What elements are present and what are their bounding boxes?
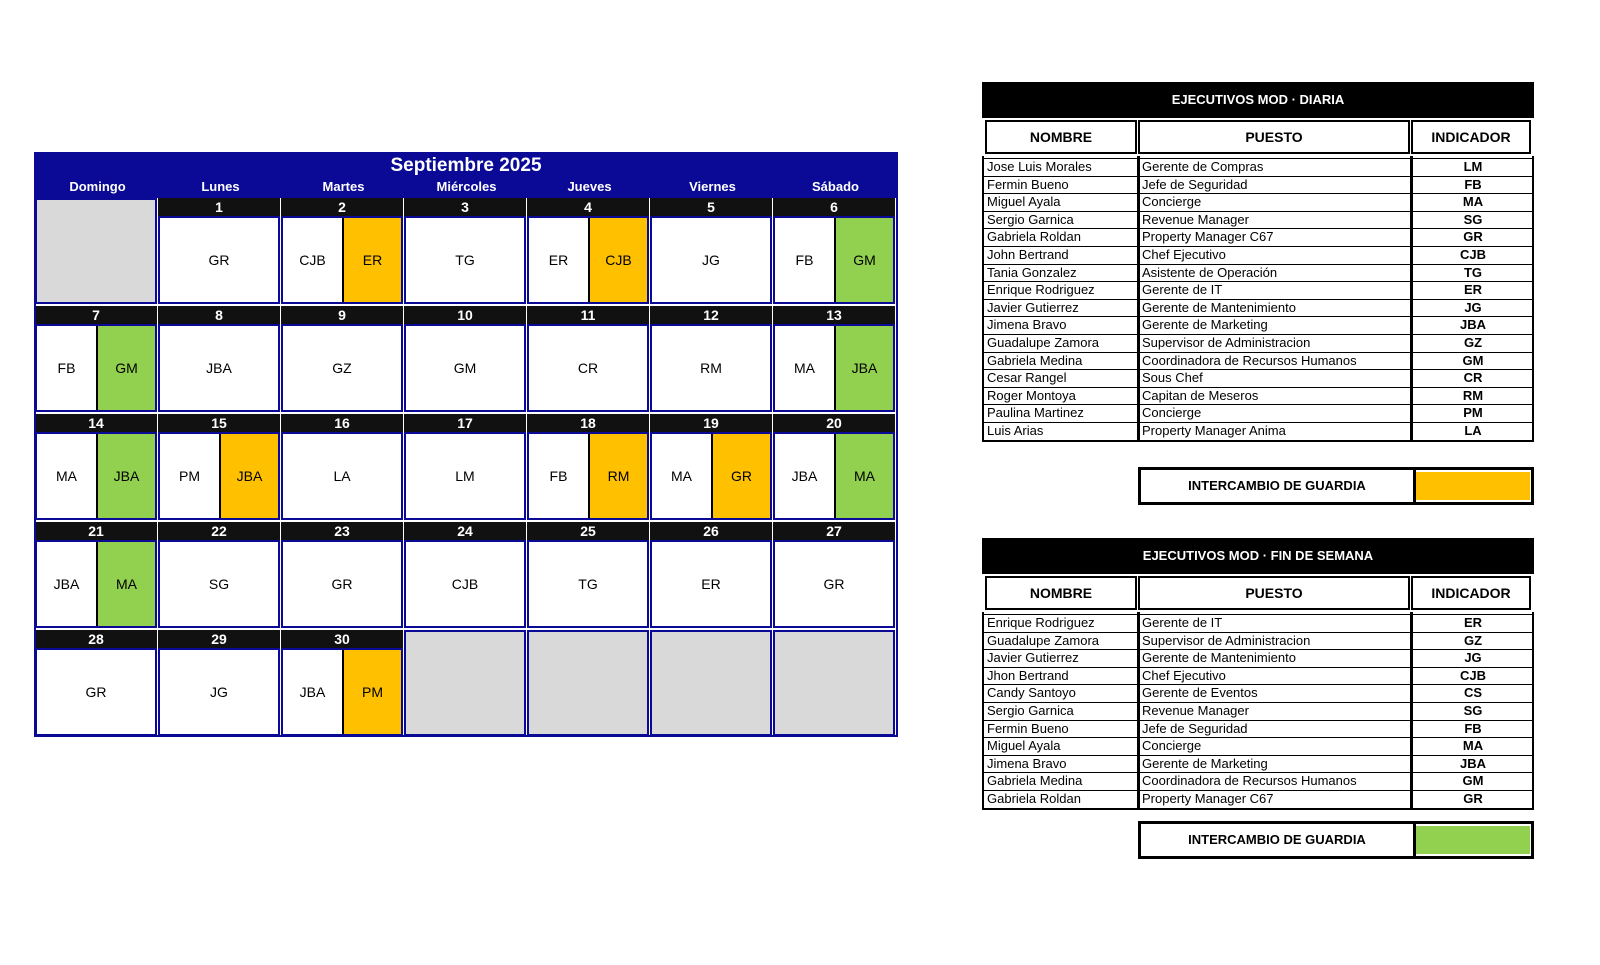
calendar-day-14[interactable] [35, 414, 157, 522]
executive-initials: MA [794, 360, 815, 376]
table-row [984, 649, 1532, 666]
day-assignment [404, 540, 526, 628]
executive-position: Revenue Manager [1142, 703, 1249, 718]
executive-position: Revenue Manager [1142, 211, 1249, 227]
executive-name: Fermin Bueno [987, 176, 1069, 192]
executive-name: Luis Arias [987, 423, 1044, 438]
executive-name: Gabriela Roldan [987, 791, 1081, 806]
calendar-day-30[interactable] [281, 630, 403, 738]
table-row [984, 404, 1532, 421]
column-header-nombre: NOMBRE [985, 576, 1137, 610]
executive-initials: MA [671, 468, 692, 484]
table-row [984, 281, 1532, 298]
calendar-day-6[interactable] [773, 198, 895, 306]
table-row [984, 246, 1532, 263]
day-number: 5 [650, 198, 772, 216]
executive-initials: JBA [53, 576, 80, 592]
calendar-day-7[interactable] [35, 306, 157, 414]
table-row [984, 299, 1532, 316]
day-assignment [650, 324, 772, 412]
table-row [984, 387, 1532, 404]
calendar-day-12[interactable] [650, 306, 772, 414]
day-number: 30 [281, 630, 403, 648]
executive-initials: GR [711, 434, 770, 518]
executive-name: Enrique Rodriguez [987, 615, 1095, 630]
executive-initials: RM [700, 360, 722, 376]
calendar-day-20[interactable] [773, 414, 895, 522]
executive-initials: CR [577, 360, 599, 376]
executive-name: Guadalupe Zamora [987, 632, 1100, 648]
calendar-day-17[interactable] [404, 414, 526, 522]
executive-position: Gerente de Mantenimiento [1142, 650, 1296, 666]
executive-initials: GM [834, 218, 893, 302]
day-number: 27 [773, 522, 895, 540]
executive-initials: PM [179, 468, 200, 484]
day-number: 9 [281, 306, 403, 324]
executive-indicator: JBA [1459, 755, 1486, 771]
table-row [984, 720, 1532, 737]
day-assignment [773, 324, 895, 412]
calendar-empty-cell [650, 630, 772, 736]
column-header-indicador: INDICADOR [1411, 576, 1531, 610]
table-row [984, 264, 1532, 281]
day-of-week-label: Jueves [567, 179, 612, 194]
executive-indicator: GM [1462, 352, 1484, 368]
executive-name: Gabriela Medina [987, 352, 1083, 368]
calendar-day-3[interactable] [404, 198, 526, 306]
day-number: 4 [527, 198, 649, 216]
calendar-day-11[interactable] [527, 306, 649, 414]
executive-position: Capitan de Meseros [1142, 387, 1259, 403]
executive-initials: LM [455, 468, 475, 484]
executive-indicator: JG [1464, 650, 1482, 666]
executive-initials: CJB [451, 576, 479, 592]
executive-indicator: RM [1462, 387, 1484, 403]
executive-initials: ER [548, 252, 569, 268]
calendar-day-9[interactable] [281, 306, 403, 414]
executive-name: Paulina Martinez [987, 405, 1084, 421]
executive-indicator: PM [1463, 405, 1483, 421]
table-row [984, 369, 1532, 386]
table-row [984, 667, 1532, 684]
table-row [984, 316, 1532, 333]
executive-indicator: GR [1463, 791, 1483, 806]
column-header-indicador: INDICADOR [1411, 120, 1531, 154]
executive-indicator: LM [1463, 159, 1483, 174]
day-assignment [35, 540, 157, 628]
executive-initials: GR [823, 576, 845, 592]
executive-indicator: FB [1464, 176, 1482, 192]
executive-name: Tania Gonzalez [987, 264, 1077, 280]
day-assignment [773, 216, 895, 304]
day-number: 17 [404, 414, 526, 432]
executive-indicator: LA [1464, 423, 1482, 438]
executive-indicator: CJB [1459, 667, 1486, 683]
table-row [984, 228, 1532, 245]
executive-name: Candy Santoyo [987, 685, 1076, 701]
table-row [984, 790, 1532, 807]
day-number: 25 [527, 522, 649, 540]
executive-name: Fermin Bueno [987, 720, 1069, 736]
executive-name: Gabriela Medina [987, 773, 1083, 789]
executive-initials: GZ [332, 360, 352, 376]
executive-position: Supervisor de Administracion [1142, 632, 1311, 648]
calendar-empty-cell [35, 198, 157, 304]
executive-name: Jhon Bertrand [987, 667, 1069, 683]
executive-indicator: MA [1462, 738, 1484, 754]
executive-indicator: ER [1463, 282, 1483, 298]
executive-indicator: GZ [1463, 632, 1483, 648]
executive-initials: JBA [299, 684, 326, 700]
executive-initials: JG [702, 252, 720, 268]
executive-initials: GR [331, 576, 353, 592]
executive-position: Concierge [1142, 194, 1202, 210]
legend-label: INTERCAMBIO DE GUARDIA [1141, 824, 1416, 856]
executive-name: Gabriela Roldan [987, 229, 1081, 245]
executive-initials: LA [333, 468, 351, 484]
day-number: 22 [158, 522, 280, 540]
table-row [984, 193, 1532, 210]
day-assignment [650, 432, 772, 520]
day-number: 12 [650, 306, 772, 324]
table-body [982, 612, 1534, 810]
calendar-day-4[interactable] [527, 198, 649, 306]
day-assignment [404, 324, 526, 412]
executive-position: Jefe de Seguridad [1142, 720, 1248, 736]
column-header-puesto: PUESTO [1138, 576, 1410, 610]
executive-initials: TG [455, 252, 475, 268]
executive-indicator: JBA [1459, 317, 1486, 333]
table-row [984, 352, 1532, 369]
executive-name: Javier Gutierrez [987, 650, 1079, 666]
day-number: 7 [35, 306, 157, 324]
executive-initials: MA [96, 542, 155, 626]
executive-position: Jefe de Seguridad [1142, 176, 1248, 192]
executive-initials: JBA [834, 326, 893, 410]
day-assignment [281, 648, 403, 736]
executive-initials: SG [208, 576, 230, 592]
executive-name: Sergio Garnica [987, 211, 1074, 227]
calendar-day-16[interactable] [281, 414, 403, 522]
executive-initials: GM [96, 326, 155, 410]
day-of-week-label: Viernes [689, 179, 736, 194]
executive-position: Chef Ejecutivo [1142, 667, 1226, 683]
day-number: 29 [158, 630, 280, 648]
day-assignment [35, 648, 157, 736]
calendar-day-5[interactable] [650, 198, 772, 306]
executive-position: Supervisor de Administracion [1142, 335, 1311, 350]
table-row [984, 755, 1532, 772]
day-assignment [650, 216, 772, 304]
executive-initials: GR [85, 684, 107, 700]
day-assignment [281, 216, 403, 304]
day-number: 23 [281, 522, 403, 540]
day-assignment [404, 216, 526, 304]
executive-initials: MA [834, 434, 893, 518]
executive-indicator: TG [1463, 264, 1483, 280]
executive-indicator: CR [1463, 370, 1483, 386]
calendar-day-15[interactable] [158, 414, 280, 522]
executive-name: Sergio Garnica [987, 703, 1074, 718]
executive-indicator: SG [1463, 211, 1483, 227]
table-row [984, 334, 1532, 351]
executive-indicator: JG [1464, 299, 1482, 315]
day-assignment [158, 540, 280, 628]
executive-initials: CJB [588, 218, 647, 302]
executive-initials: GM [453, 360, 477, 376]
calendar-day-1[interactable] [158, 198, 280, 306]
day-number: 15 [158, 414, 280, 432]
executive-indicator: SG [1463, 703, 1483, 718]
table-row [984, 684, 1532, 701]
executive-initials: ER [701, 576, 721, 592]
day-number: 10 [404, 306, 526, 324]
executive-name: Jose Luis Morales [987, 159, 1092, 174]
day-number: 20 [773, 414, 895, 432]
calendar-day-27[interactable] [773, 522, 895, 630]
calendar-empty-cell [527, 630, 649, 736]
day-number: 14 [35, 414, 157, 432]
calendar-day-2[interactable] [281, 198, 403, 306]
calendar-empty-cell [404, 630, 526, 736]
executive-initials: ER [342, 218, 401, 302]
executive-indicator: GZ [1463, 335, 1483, 350]
executive-name: Enrique Rodriguez [987, 282, 1095, 298]
executive-position: Coordinadora de Recursos Humanos [1142, 352, 1357, 368]
executive-indicator: CS [1463, 685, 1483, 701]
executive-initials: FB [549, 468, 568, 484]
calendar [34, 152, 900, 737]
executive-initials: JBA [219, 434, 278, 518]
executive-name: Jimena Bravo [987, 755, 1067, 771]
calendar-day-26[interactable] [650, 522, 772, 630]
day-number: 26 [650, 522, 772, 540]
calendar-day-18[interactable] [527, 414, 649, 522]
executive-name: Jimena Bravo [987, 317, 1067, 333]
day-assignment [773, 432, 895, 520]
table-row [984, 422, 1532, 439]
executive-indicator: MA [1462, 194, 1484, 210]
executive-position: Gerente de IT [1142, 282, 1223, 298]
executive-name: Javier Gutierrez [987, 299, 1079, 315]
day-number: 16 [281, 414, 403, 432]
day-of-week-label: Sábado [812, 179, 859, 194]
executive-position: Gerente de Marketing [1142, 317, 1268, 333]
day-assignment [35, 432, 157, 520]
calendar-day-13[interactable] [773, 306, 895, 414]
day-number: 19 [650, 414, 772, 432]
day-number: 2 [281, 198, 403, 216]
day-assignment [527, 432, 649, 520]
executive-initials: FB [795, 252, 814, 268]
day-assignment [281, 432, 403, 520]
executive-initials: TG [578, 576, 598, 592]
table-row [984, 211, 1532, 228]
calendar-day-29[interactable] [158, 630, 280, 738]
column-header-puesto: PUESTO [1138, 120, 1410, 154]
day-assignment [158, 216, 280, 304]
day-number: 11 [527, 306, 649, 324]
table-row [984, 737, 1532, 754]
calendar-day-19[interactable] [650, 414, 772, 522]
day-assignment [35, 324, 157, 412]
day-assignment [281, 324, 403, 412]
day-assignment [527, 540, 649, 628]
day-assignment [158, 324, 280, 412]
legend-swatch-green [1416, 826, 1530, 854]
executive-position: Gerente de Compras [1142, 159, 1264, 174]
table-row [984, 158, 1532, 175]
executive-position: Sous Chef [1142, 370, 1203, 386]
executive-indicator: FB [1464, 720, 1482, 736]
calendar-title: Septiembre 2025 [390, 155, 542, 176]
calendar-header [34, 152, 898, 198]
executive-initials: MA [56, 468, 77, 484]
calendar-day-22[interactable] [158, 522, 280, 630]
day-of-week-label: Lunes [201, 179, 240, 194]
calendar-day-23[interactable] [281, 522, 403, 630]
table-title: EJECUTIVOS MOD · DIARIA [982, 82, 1534, 118]
executive-position: Gerente de IT [1142, 615, 1223, 630]
executive-initials: CJB [299, 252, 326, 268]
calendar-day-10[interactable] [404, 306, 526, 414]
table-title: EJECUTIVOS MOD · FIN DE SEMANA [982, 538, 1534, 574]
executive-name: Cesar Rangel [987, 370, 1067, 386]
executive-position: Gerente de Eventos [1142, 685, 1258, 701]
executive-name: Miguel Ayala [987, 194, 1061, 210]
executive-position: Gerente de Marketing [1142, 755, 1268, 771]
executive-indicator: GM [1462, 773, 1484, 789]
day-of-week-label: Domingo [69, 179, 126, 194]
day-number: 24 [404, 522, 526, 540]
day-of-week-label: Martes [322, 179, 365, 194]
executive-indicator: CJB [1459, 247, 1486, 262]
day-number: 3 [404, 198, 526, 216]
executive-initials: GR [208, 252, 230, 268]
legend-swatch-orange [1416, 472, 1530, 500]
executive-initials: PM [342, 650, 401, 734]
executive-position: Concierge [1142, 405, 1202, 421]
calendar-day-28[interactable] [35, 630, 157, 738]
weekend-swap-legend [1138, 821, 1534, 859]
executive-position: Property Manager C67 [1142, 229, 1274, 245]
executive-position: Property Manager Anima [1142, 423, 1286, 438]
executive-name: Guadalupe Zamora [987, 335, 1100, 350]
executive-name: John Bertrand [987, 247, 1069, 262]
table-body [982, 156, 1534, 442]
executive-initials: JBA [96, 434, 155, 518]
executive-initials: FB [57, 360, 76, 376]
day-number: 21 [35, 522, 157, 540]
executive-initials: JG [210, 684, 228, 700]
calendar-day-24[interactable] [404, 522, 526, 630]
table-row [984, 702, 1532, 719]
calendar-day-8[interactable] [158, 306, 280, 414]
legend-label: INTERCAMBIO DE GUARDIA [1141, 470, 1416, 502]
table-row [984, 772, 1532, 789]
day-number: 6 [773, 198, 895, 216]
day-assignment [527, 216, 649, 304]
calendar-day-21[interactable] [35, 522, 157, 630]
day-number: 1 [158, 198, 280, 216]
table-row [984, 614, 1532, 631]
day-of-week-label: Miércoles [436, 179, 497, 194]
column-header-nombre: NOMBRE [985, 120, 1137, 154]
day-number: 18 [527, 414, 649, 432]
executive-position: Property Manager C67 [1142, 791, 1274, 806]
executive-initials: JBA [791, 468, 818, 484]
executive-initials: JBA [206, 360, 232, 376]
executive-position: Concierge [1142, 738, 1202, 754]
executive-name: Miguel Ayala [987, 738, 1061, 754]
day-assignment [773, 540, 895, 628]
day-assignment [281, 540, 403, 628]
day-assignment [527, 324, 649, 412]
executive-indicator: GR [1463, 229, 1483, 245]
executive-position: Gerente de Mantenimiento [1142, 299, 1296, 315]
calendar-empty-cell [773, 630, 895, 736]
executive-position: Chef Ejecutivo [1142, 247, 1226, 262]
table-row [984, 632, 1532, 649]
executive-initials: RM [588, 434, 647, 518]
day-assignment [158, 432, 280, 520]
executive-indicator: ER [1463, 615, 1483, 630]
table-row [984, 176, 1532, 193]
executive-position: Coordinadora de Recursos Humanos [1142, 773, 1357, 789]
day-number: 13 [773, 306, 895, 324]
calendar-day-25[interactable] [527, 522, 649, 630]
day-number: 28 [35, 630, 157, 648]
executive-name: Roger Montoya [987, 387, 1076, 403]
day-assignment [650, 540, 772, 628]
day-assignment [158, 648, 280, 736]
executive-position: Asistente de Operación [1142, 264, 1278, 280]
day-number: 8 [158, 306, 280, 324]
daily-swap-legend [1138, 467, 1534, 505]
day-assignment [404, 432, 526, 520]
